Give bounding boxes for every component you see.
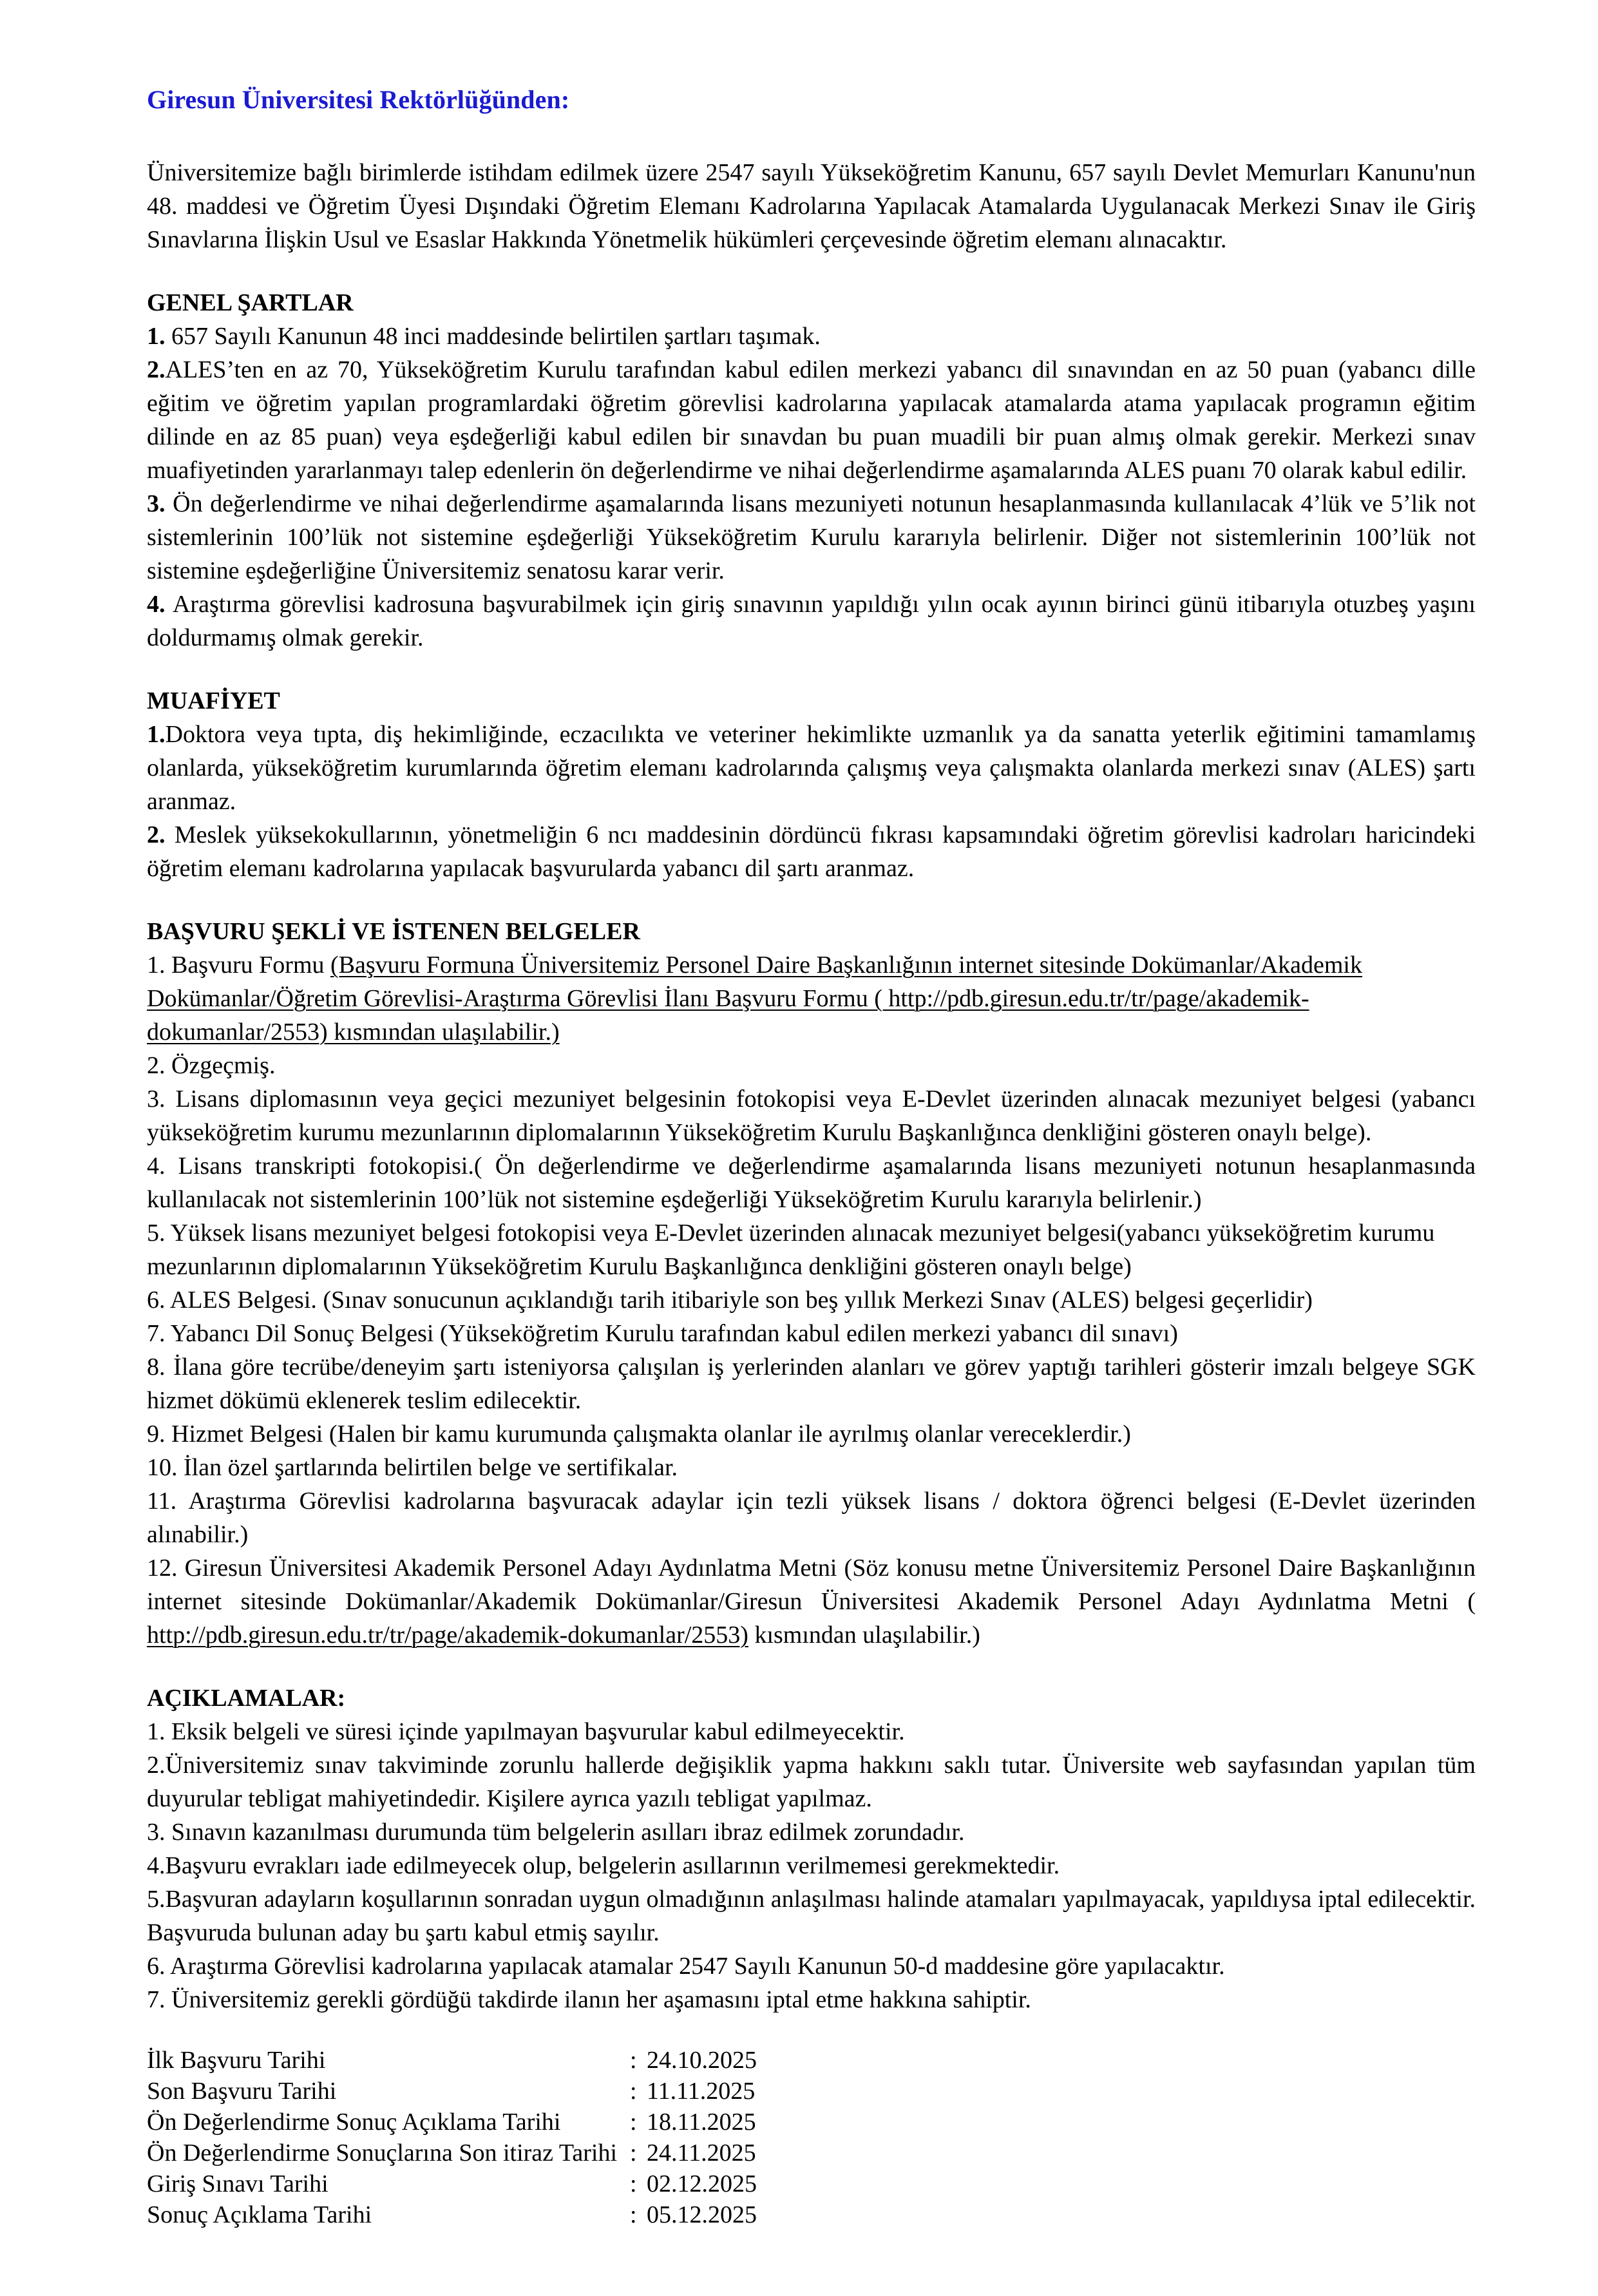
takvim-label: İlk Başvuru Tarihi bbox=[147, 2047, 326, 2074]
aciklamalar-item-1: 1. Eksik belgeli ve süresi içinde yapılmayan başvurular kabul edilmeyecektir. bbox=[147, 1718, 905, 1745]
item-text: Araştırma görevlisi kadrosuna başvurabilmek için giriş sınavının yapıldığı yılın ocak ayının birinci günü itibarıyla otuzbeş yaşını doldurmamış olmak gerekir. bbox=[147, 591, 1476, 651]
genel-sartlar-item-1 bbox=[147, 320, 1476, 353]
spacer bbox=[147, 256, 1476, 286]
genel-sartlar-item-3 bbox=[147, 487, 1476, 588]
item-number: 1. bbox=[147, 721, 166, 748]
takvim-colon: : bbox=[630, 2047, 637, 2074]
takvim-label: Sonuç Açıklama Tarihi bbox=[147, 2201, 372, 2228]
aciklamalar-item-2: 2.Üniversitemiz sınav takviminde zorunlu hallerde değişiklik yapma hakkını saklı tutar. Üniversite web sayfasından yapılan tüm duyurular tebligat mahiyetindedir. Kişilere ayrıca yazılı tebligat yapılmaz. bbox=[147, 1752, 1476, 1812]
aciklamalar-item-6: 6. Araştırma Görevlisi kadrolarına yapılacak atamalar 2547 Sayılı Kanunun 50-d maddesine göre yapılacaktır. bbox=[147, 1953, 1225, 1980]
table-row bbox=[147, 2077, 757, 2108]
table-row bbox=[147, 2046, 757, 2077]
item-text: ALES’ten en az 70, Yükseköğretim Kurulu tarafından kabul edilen merkezi yabancı dil sınavından en az 50 puan (yabancı dille eğitim ve öğretim yapılan programlardaki öğretim görevlisi kadrolarına yapılacak atamalarda atama yapılacak programın eğitim dilinde en az 85 puan) veya eşdeğerliği kabul edilen bir sınavdan bu puan muadili bir puan almış olmak gerekir. Merkezi sınav muafiyetinden yararlanmayı talep edenlerin ön değerlendirme ve nihai değerlendirme aşamalarında ALES puanı 70 olarak kabul edilir. bbox=[147, 356, 1476, 484]
takvim-value: 24.11.2025 bbox=[647, 2139, 756, 2167]
basvuru-item-5: 5. Yüksek lisans mezuniyet belgesi fotokopisi veya E-Devlet üzerinden alınacak mezuniyet belgesi(yabancı yükseköğretim kurumu mezunlarının diplomalarının Yükseköğretim Kurulu Başkanlığınca denkliğini gösteren onaylı belge) bbox=[147, 1220, 1435, 1280]
basvuru-item-7: 7. Yabancı Dil Sonuç Belgesi (Yükseköğretim Kurulu tarafından kabul edilen merkezi yabancı dil sınavı) bbox=[147, 1320, 1178, 1347]
takvim-value: 18.11.2025 bbox=[647, 2109, 756, 2136]
aciklamalar-item-4: 4.Başvuru evrakları iade edilmeyecek olup, belgelerin asıllarının verilmemesi gerekmektedir. bbox=[147, 1852, 1060, 1879]
aciklamalar-item-3: 3. Sınavın kazanılması durumunda tüm belgelerin asılları ibraz edilmek zorundadır. bbox=[147, 1819, 965, 1846]
spacer bbox=[147, 655, 1476, 684]
takvim-value: 02.12.2025 bbox=[647, 2170, 757, 2197]
takvim-value: 11.11.2025 bbox=[647, 2078, 756, 2105]
table-row bbox=[147, 2108, 757, 2139]
aciklamalar-item-7: 7. Üniversitemiz gerekli gördüğü takdirde ilanın her aşamasını iptal etme hakkına sahiptir. bbox=[147, 1986, 1031, 2013]
item-text: Ön değerlendirme ve nihai değerlendirme aşamalarında lisans mezuniyeti notunun hesaplanmasında kullanılacak 4’lük ve 5’lik not sistemlerinin 100’lük not sistemine eşdeğerliği Yükseköğretim Kurulu kararıyla belirlenir. Diğer not sistemlerinin 100’lük not sistemine eşdeğerliğine Üniversitemiz senatosu karar verir. bbox=[147, 490, 1476, 584]
spacer bbox=[147, 885, 1476, 915]
table-row bbox=[147, 2139, 757, 2170]
takvim-label: Ön Değerlendirme Sonuçlarına Son itiraz Tarihi bbox=[147, 2139, 618, 2167]
basvuru-item-2: 2. Özgeçmiş. bbox=[147, 1052, 276, 1079]
genel-sartlar-item-2 bbox=[147, 353, 1476, 487]
takvim-table bbox=[147, 2046, 757, 2232]
section-heading-genel-sartlar: GENEL ŞARTLAR bbox=[147, 289, 354, 316]
takvim-label: Giriş Sınavı Tarihi bbox=[147, 2170, 328, 2197]
basvuru-form-link[interactable]: (Başvuru Formuna Üniversitemiz Personel Daire Başkanlığının internet sitesinde Dokümanlar/Akademik Dokümanlar/Öğretim Görevlisi-Araştırma Görevlisi İlanı Başvuru Formu ( http://pdb.giresun.edu.tr/tr/page/akademik-dokumanlar/2553) kısmından ulaşılabilir.) bbox=[147, 952, 1362, 1046]
page-title: Giresun Üniversitesi Rektörlüğünden: bbox=[147, 85, 570, 114]
item-text: Doktora veya tıpta, diş hekimliğinde, eczacılıkta ve veteriner hekimlikte uzmanlık ya da sanatta yeterlik eğitimini tamamlamış olanlarda, yükseköğretim kurumlarında öğretim elemanı kadrolarında çalışmış veya çalışmakta olanlarda merkezi sınav (ALES) şartı aranmaz. bbox=[147, 721, 1476, 815]
genel-sartlar-item-4 bbox=[147, 588, 1476, 655]
takvim-colon: : bbox=[630, 2078, 637, 2105]
intro-paragraph: Üniversitemize bağlı birimlerde istihdam edilmek üzere 2547 sayılı Yükseköğretim Kanunu, 657 sayılı Devlet Memurları Kanunu'nun 48. maddesi ve Öğretim Üyesi Dışındaki Öğretim Elemanı Kadrolarına Yapılacak Atamalarda Uygulanacak Merkezi Sınav ile Giriş Sınavlarına İlişkin Usul ve Esaslar Hakkında Yönetmelik hükümleri çerçevesinde öğretim elemanı alınacaktır. bbox=[147, 159, 1476, 253]
item-text: 657 Sayılı Kanunun 48 inci maddesinde belirtilen şartları taşımak. bbox=[165, 323, 821, 350]
basvuru-item-11: 11. Araştırma Görevlisi kadrolarına başvuracak adaylar için tezli yüksek lisans / doktora öğrenci belgesi (E-Devlet üzerinden alınabilir.) bbox=[147, 1488, 1476, 1548]
aydinlatma-metni-link[interactable]: http://pdb.giresun.edu.tr/tr/page/akademik-dokumanlar/2553) bbox=[147, 1622, 748, 1649]
table-row bbox=[147, 2170, 757, 2201]
muafiyet-item-2 bbox=[147, 818, 1476, 885]
item-number: 2. bbox=[147, 356, 166, 383]
section-heading-muafiyet: MUAFİYET bbox=[147, 687, 280, 714]
aciklamalar-item-5: 5.Başvuran adayların koşullarının sonradan uygun olmadığının anlaşılması halinde atamaları yapılmayacak, yapıldıysa iptal edilecektir. Başvuruda bulunan aday bu şartı kabul etmiş sayılır. bbox=[147, 1886, 1476, 1946]
basvuru-item-4: 4. Lisans transkripti fotokopisi.( Ön değerlendirme ve değerlendirme aşamalarında lisans mezuniyeti notunun hesaplanmasında kullanılacak not sistemlerinin 100’lük not sistemine eşdeğerliği Yükseköğretim Kurulu kararıyla belirlenir.) bbox=[147, 1153, 1476, 1213]
basvuru-item-6: 6. ALES Belgesi. (Sınav sonucunun açıklandığı tarih itibariyle son beş yıllık Merkezi Sınav (ALES) belgesi geçerlidir) bbox=[147, 1287, 1313, 1314]
basvuru-item-3: 3. Lisans diplomasının veya geçici mezuniyet belgesinin fotokopisi veya E-Devlet üzerinden alınacak mezuniyet belgesi (yabancı yükseköğretim kurumu mezunlarının diplomalarının Yükseköğretim Kurulu Başkanlığınca denkliğini gösteren onaylı belge). bbox=[147, 1086, 1476, 1146]
table-row bbox=[147, 2201, 757, 2232]
item-number: 3. bbox=[147, 490, 166, 517]
takvim-colon: : bbox=[630, 2170, 637, 2197]
basvuru-item-10: 10. İlan özel şartlarında belirtilen belge ve sertifikalar. bbox=[147, 1454, 678, 1481]
item-text: 12. Giresun Üniversitesi Akademik Personel Adayı Aydınlatma Metni (Söz konusu metne Üniversitemiz Personel Daire Başkanlığının internet sitesinde Dokümanlar/Akademik Dokümanlar/Giresun Üniversitesi Akademik Personel Adayı Aydınlatma Metni ( bbox=[147, 1555, 1476, 1615]
basvuru-item-9: 9. Hizmet Belgesi (Halen bir kamu kurumunda çalışmakta olanlar ile ayrılmış olanlar vereceklerdir.) bbox=[147, 1421, 1131, 1448]
item-number: 2. bbox=[147, 821, 166, 848]
basvuru-item-1 bbox=[147, 948, 1476, 1049]
spacer bbox=[147, 2016, 1476, 2046]
section-heading-aciklamalar: AÇIKLAMALAR: bbox=[147, 1685, 346, 1712]
spacer bbox=[147, 116, 1476, 156]
item-number: 4. bbox=[147, 591, 166, 618]
muafiyet-item-1 bbox=[147, 718, 1476, 818]
takvim-value: 05.12.2025 bbox=[647, 2201, 757, 2228]
takvim-colon: : bbox=[630, 2201, 637, 2228]
takvim-label: Ön Değerlendirme Sonuç Açıklama Tarihi bbox=[147, 2109, 561, 2136]
spacer bbox=[147, 1652, 1476, 1681]
item-text: Meslek yüksekokullarının, yönetmeliğin 6 ncı maddesinin dördüncü fıkrası kapsamındaki öğretim görevlisi kadroları haricindeki öğretim elemanı kadrolarına yapılacak başvurularda yabancı dil şartı aranmaz. bbox=[147, 821, 1476, 882]
takvim-value: 24.10.2025 bbox=[647, 2047, 757, 2074]
item-text: 1. Başvuru Formu bbox=[147, 952, 330, 979]
item-number: 1. bbox=[147, 323, 166, 350]
section-heading-basvuru: BAŞVURU ŞEKLİ VE İSTENEN BELGELER bbox=[147, 918, 640, 945]
takvim-label: Son Başvuru Tarihi bbox=[147, 2078, 337, 2105]
takvim-colon: : bbox=[630, 2139, 637, 2167]
basvuru-item-8: 8. İlana göre tecrübe/deneyim şartı isteniyorsa çalışılan iş yerlerinden alanları ve görev yaptığı tarihleri gösterir imzalı belgeye SGK hizmet dökümü eklenerek teslim edilecektir. bbox=[147, 1354, 1476, 1414]
basvuru-item-12 bbox=[147, 1551, 1476, 1652]
item-text-suffix: kısmından ulaşılabilir.) bbox=[748, 1622, 980, 1649]
takvim-colon: : bbox=[630, 2109, 637, 2136]
